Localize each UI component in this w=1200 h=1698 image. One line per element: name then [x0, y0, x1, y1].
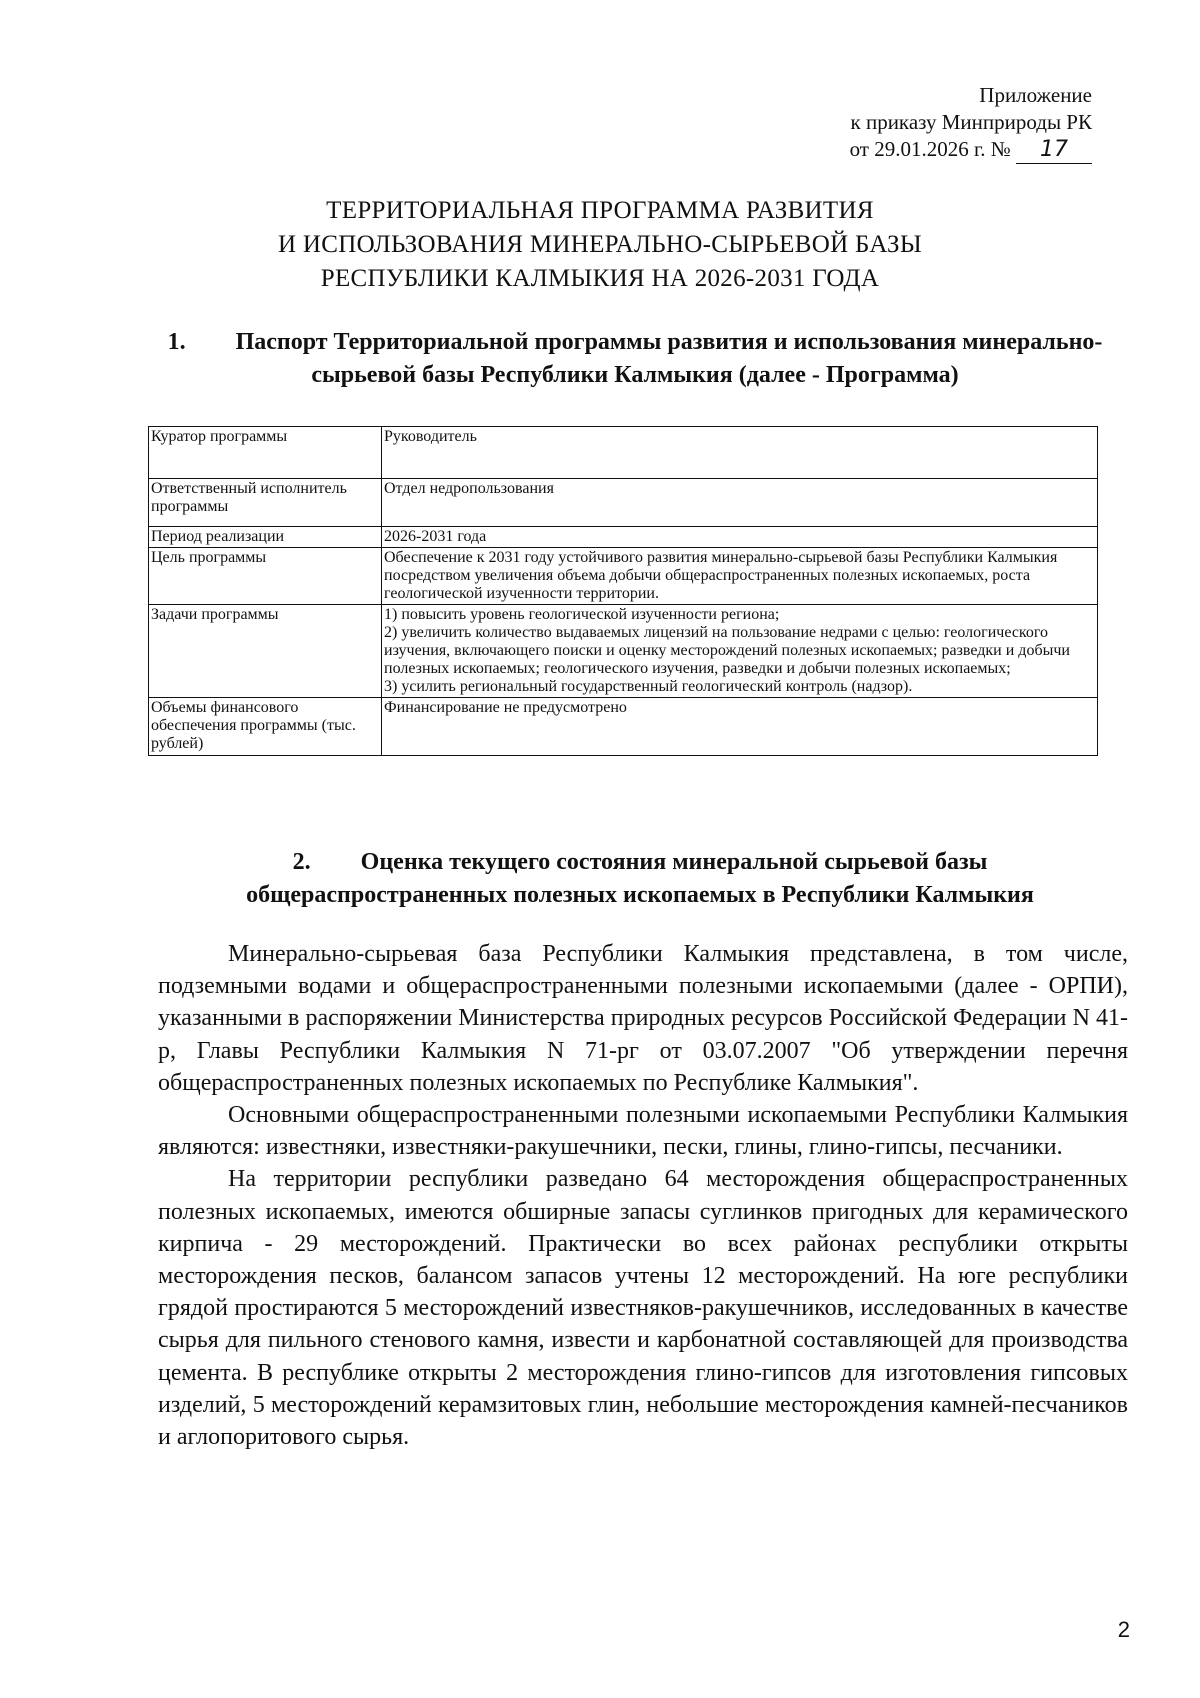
section-2-title-line-2: общераспространенных полезных ископаемых в Республики Калмыкия — [246, 882, 1034, 908]
table-label-cell: Куратор программы — [149, 427, 382, 479]
section-1-number: 1. — [167, 329, 186, 355]
section-1-heading — [160, 326, 1110, 392]
title-line-1: ТЕРРИТОРИАЛЬНАЯ ПРОГРАММА РАЗВИТИЯ — [326, 197, 874, 224]
section-2-heading — [170, 846, 1110, 912]
table-value-cell: Отдел недропользования — [382, 479, 1098, 527]
task-item: 1) повысить уровень геологической изученности региона; — [384, 606, 780, 623]
appendix-block — [850, 82, 1092, 164]
page-number: 2 — [1117, 1617, 1130, 1642]
appendix-order-date — [850, 136, 1092, 164]
appendix-order-ref: к приказу Минприроды РК — [850, 110, 1092, 134]
task-item: 3) усилить региональный государственный геологический контроль (надзор). — [384, 678, 913, 695]
table-value-cell — [382, 605, 1098, 698]
appendix-label: Приложение — [979, 83, 1092, 107]
section-2-line-1 — [170, 846, 1110, 879]
table-label-cell: Задачи программы — [149, 605, 382, 698]
section-1-title: Паспорт Территориальной программы развития и использования минерально-сырьевой базы Республики Калмыкия (далее - Программа) — [235, 329, 1103, 388]
passport-table — [148, 426, 1098, 756]
table-value-cell: 2026-2031 года — [382, 527, 1098, 548]
table-row — [149, 479, 1098, 527]
body-text — [158, 938, 1128, 1453]
table-label-cell: Период реализации — [149, 527, 382, 548]
table-label-cell: Объемы финансового обеспечения программы (тыс. рублей) — [149, 698, 382, 756]
table-value-cell: Обеспечение к 2031 году устойчивого развития минерально-сырьевой базы Республики Калмыкия посредством увеличения объема добычи общераспространенных полезных ископаемых, роста геологической изученности территории. — [382, 548, 1098, 605]
paragraph: На территории республики разведано 64 месторождения общераспространенных полезных ископаемых, имеются обширные запасы суглинков пригодных для керамического кирпича - 29 месторождений. Практически во всех районах республики открыты месторождения песков, балансом запасов учтены 12 месторождений. На юге республики грядой простираются 5 месторождений известняков-ракушечников, исследованных в качестве сырья для пильного стенового камня, извести и карбонатной составляющей для производства цемента. В республике открыты 2 месторождения глино-гипсов для изготовления гипсовых изделий, 5 месторождений керамзитовых глин, небольшие месторождения камней-песчаников и аглопоритового сырья. — [158, 1166, 1128, 1451]
section-2-number: 2. — [292, 849, 311, 875]
title-line-2: И ИСПОЛЬЗОВАНИЯ МИНЕРАЛЬНО-СЫРЬЕВОЙ БАЗЫ — [278, 231, 922, 258]
paragraph: Минерально-сырьевая база Республики Калмыкия представлена, в том числе, подземными водами и общераспространенными полезными ископаемыми (далее - ОРПИ), указанными в распоряжении Министерства природных ресурсов Российской Федерации N 41-р, Главы Республики Калмыкия N 71-рг от 03.07.2007 "Об утверждении перечня общераспространенных полезных ископаемых по Республике Калмыкия". — [158, 941, 1128, 1096]
table-row — [149, 548, 1098, 605]
title-line-3: РЕСПУБЛИКИ КАЛМЫКИЯ НА 2026-2031 ГОДА — [320, 265, 880, 292]
table-value-cell: Финансирование не предусмотрено — [382, 698, 1098, 756]
table-label-cell: Цель программы — [149, 548, 382, 605]
section-2-title-line-1: Оценка текущего состояния минеральной сырьевой базы — [360, 849, 988, 875]
paragraph: Основными общераспространенными полезными ископаемыми Республики Калмыкия являются: известняки, известняки-ракушечники, пески, глины, глино-гипсы, песчаники. — [158, 1102, 1128, 1161]
table-row — [149, 605, 1098, 698]
table-row — [149, 698, 1098, 756]
document-title — [0, 194, 1200, 296]
table-row — [149, 527, 1098, 548]
table-value-cell: Руководитель — [382, 427, 1098, 479]
order-date-text: от 29.01.2026 г. № — [849, 137, 1011, 161]
order-number: 17 — [1016, 136, 1092, 164]
table-row — [149, 427, 1098, 479]
task-item: 2) увеличить количество выдаваемых лицензий на пользование недрами с целью: геологического изучения, включающего поиски и оценку месторождений полезных ископаемых; разведки и добычи полезных ископаемых; геологического изучения, разведки и добычи полезных ископаемых; — [384, 624, 1070, 677]
table-label-cell: Ответственный исполнитель программы — [149, 479, 382, 527]
